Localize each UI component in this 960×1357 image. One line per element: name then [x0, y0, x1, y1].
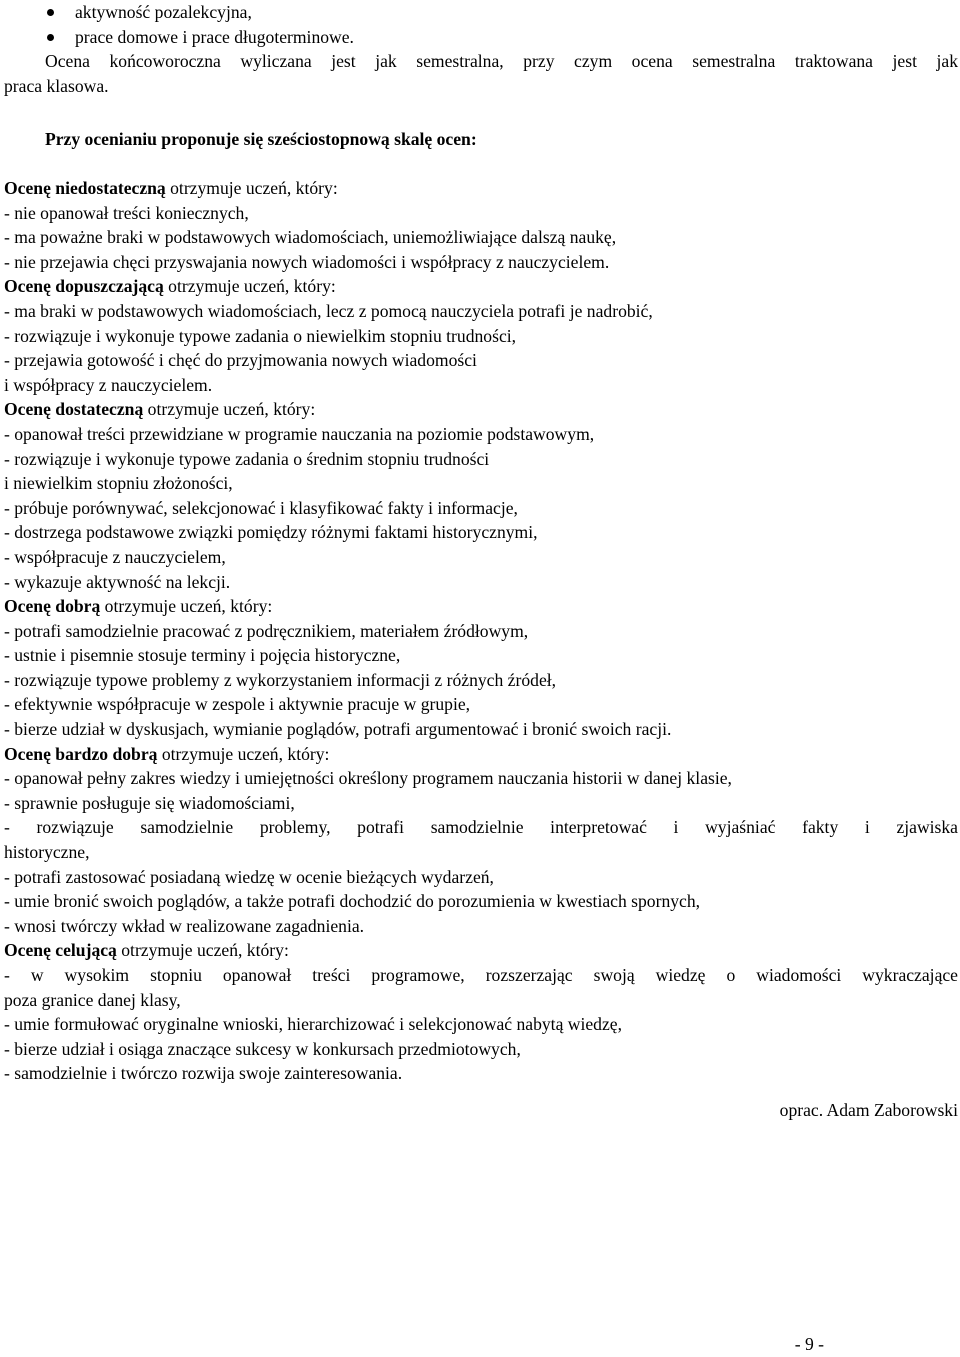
grade-criterion: - wnosi twórczy wkład w realizowane zagadnienia.: [4, 915, 365, 936]
grade-criterion: historyczne,: [4, 842, 90, 863]
bullet-item: [0, 25, 960, 50]
grade-name: Ocenę niedostateczną: [4, 178, 166, 198]
grade-block: [4, 742, 958, 939]
intro-paragraph: [4, 49, 958, 98]
grade-criterion: - rozwiązuje samodzielnie problemy, potrafi samodzielnie interpretować i wyjaśniać fakty i zjawiska: [4, 817, 958, 838]
grade-block: [4, 176, 958, 274]
grade-criterion: - bierze udział i osiąga znaczące sukcesy w konkursach przedmiotowych,: [4, 1038, 521, 1059]
grade-heading-suffix: otrzymuje uczeń, który:: [100, 596, 273, 617]
grade-criterion: - efektywnie współpracuje w zespole i aktywnie pracuje w grupie,: [4, 694, 471, 715]
grade-heading-suffix: otrzymuje uczeń, który:: [165, 178, 338, 198]
grade-heading: [4, 742, 958, 767]
grade-heading-suffix: otrzymuje uczeń, który:: [157, 743, 330, 764]
grade-criterion: - samodzielnie i twórczo rozwija swoje zainteresowania.: [4, 1063, 403, 1084]
grade-criterion: - opanował pełny zakres wiedzy i umiejętności określony programem nauczania historii w danej klasie,: [4, 768, 732, 789]
grade-criterion: - próbuje porównywać, selekcjonować i klasyfikować fakty i informacje,: [4, 497, 518, 518]
grade-block: [4, 594, 958, 742]
grade-criterion: - nie przejawia chęci przyswajania nowych wiadomości i współpracy z nauczycielem.: [4, 251, 610, 272]
grade-name: Ocenę dopuszczającą: [4, 276, 164, 297]
grade-name: Ocenę dostateczną: [4, 399, 144, 420]
grade-criterion: - opanował treści przewidziane w programie nauczania na poziomie podstawowym,: [4, 423, 595, 444]
grade-name: Ocenę bardzo dobrą: [4, 743, 158, 764]
grade-criterion: - umie formułować oryginalne wnioski, hierarchizować i selekcjonować nabytą wiedzę,: [4, 1014, 622, 1035]
grade-criterion: - rozwiązuje typowe problemy z wykorzystaniem informacji z różnych źródeł,: [4, 669, 557, 690]
grade-criterion: - ma braki w podstawowych wiadomościach, lecz z pomocą nauczyciela potrafi je nadrobić,: [4, 300, 653, 321]
grades-list: [4, 176, 958, 1086]
scale-heading: Przy ocenianiu proponuje się sześciostopnową skalę ocen:: [45, 129, 477, 149]
grade-criterion: - rozwiązuje i wykonuje typowe zadania o niewielkim stopniu trudności,: [4, 325, 517, 346]
grade-criterion: - sprawnie posługuje się wiadomościami,: [4, 792, 295, 813]
page-number: - 9 -: [794, 1334, 824, 1354]
bullet-item: [0, 0, 960, 25]
grade-criterion: - rozwiązuje i wykonuje typowe zadania o średnim stopniu trudności: [4, 448, 490, 469]
grade-name: Ocenę celującą: [4, 940, 117, 961]
grade-criterion: - współpracuje z nauczycielem,: [4, 546, 226, 567]
grade-heading: [4, 938, 958, 963]
grade-criterion: - przejawia gotowość i chęć do przyjmowania nowych wiadomości: [4, 350, 477, 371]
grade-block: [4, 274, 958, 397]
grade-criterion: poza granice danej klasy,: [4, 989, 181, 1010]
bullet-text: aktywność pozalekcyjna,: [75, 2, 252, 22]
grade-criterion: - ustnie i pisemnie stosuje terminy i pojęcia historyczne,: [4, 645, 401, 666]
grade-heading: [4, 176, 958, 201]
grade-heading-suffix: otrzymuje uczeń, który:: [163, 276, 336, 297]
grade-criterion: - nie opanował treści koniecznych,: [4, 202, 249, 223]
grade-block: [4, 938, 958, 1086]
grade-heading: [4, 397, 958, 422]
bullet-dot-icon: [47, 34, 54, 41]
grade-heading: [4, 594, 958, 619]
grade-criterion: - dostrzega podstawowe związki pomiędzy różnymi faktami historycznymi,: [4, 522, 538, 543]
grade-criterion: - wykazuje aktywność na lekcji.: [4, 571, 231, 592]
grade-criterion: i współpracy z nauczycielem.: [4, 374, 213, 395]
grade-criterion: i niewielkim stopniu złożoności,: [4, 473, 233, 494]
grade-criterion: - potrafi samodzielnie pracować z podręcznikiem, materiałem źródłowym,: [4, 620, 529, 641]
grade-criterion: - ma poważne braki w podstawowych wiadomościach, uniemożliwiające dalszą naukę,: [4, 227, 617, 248]
bullet-dot-icon: [47, 9, 54, 16]
grade-criterion: - potrafi zastosować posiadaną wiedzę w ocenie bieżących wydarzeń,: [4, 866, 494, 887]
author-signature: oprac. Adam Zaborowski: [779, 1100, 958, 1120]
grade-name: Ocenę dobrą: [4, 596, 101, 617]
grade-heading-suffix: otrzymuje uczeń, który:: [143, 399, 316, 420]
bullet-list: [0, 0, 960, 49]
intro-line: praca klasowa.: [4, 75, 109, 96]
grade-criterion: - bierze udział w dyskusjach, wymianie poglądów, potrafi argumentować i bronić swoich racji.: [4, 719, 672, 740]
grade-heading: [4, 274, 958, 299]
bullet-text: prace domowe i prace długoterminowe.: [75, 26, 354, 47]
grade-criterion: - umie bronić swoich poglądów, a także potrafi dochodzić do porozumienia w kwestiach spornych,: [4, 891, 701, 912]
grade-block: [4, 397, 958, 594]
grade-heading-suffix: otrzymuje uczeń, który:: [116, 940, 289, 961]
intro-line: Ocena końcoworoczna wyliczana jest jak semestralna, przy czym ocena semestralna traktowana jest jak: [45, 51, 958, 71]
grade-criterion: - w wysokim stopniu opanował treści programowe, rozszerzając swoją wiedzę o wiadomości wykraczające: [4, 965, 958, 985]
